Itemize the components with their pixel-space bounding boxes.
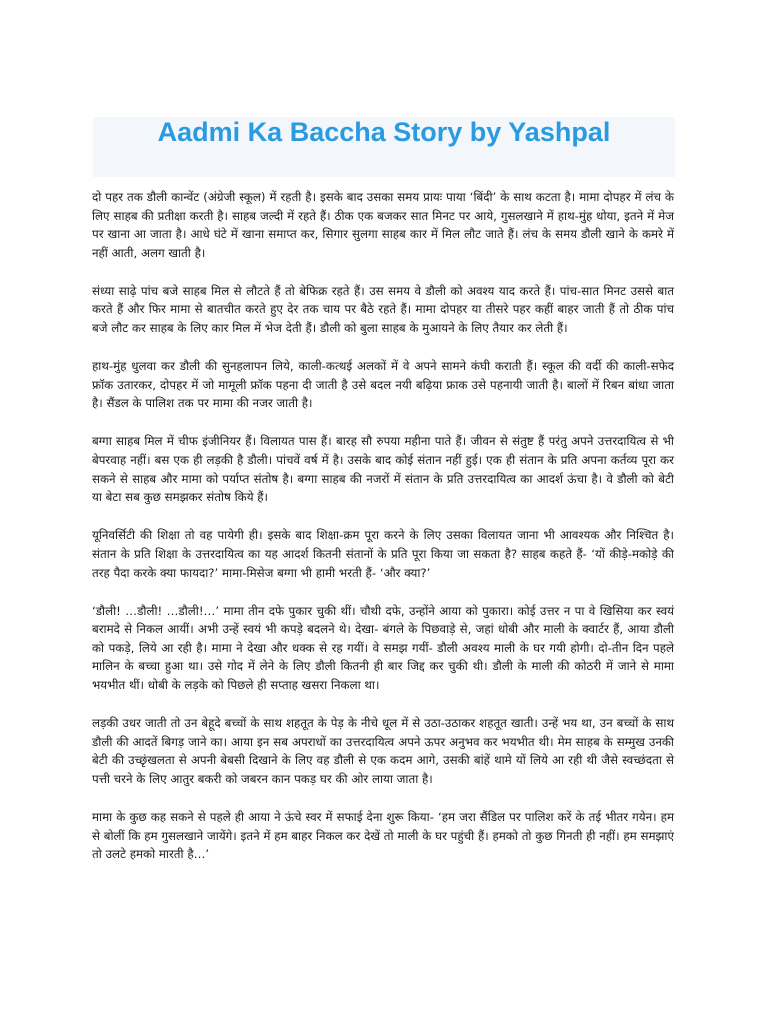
page-title: Aadmi Ka Baccha Story by Yashpal — [157, 117, 611, 147]
story-paragraph: यूनिवर्सिटी की शिक्षा तो वह पायेगी ही। इसके बाद शिक्षा-क्रम पूरा करने के लिए उसका विलायत जाना भी आवश्यक और निश्चित है। संतान के प्रति शिक्षा के उत्तरदायित्व का यह आदर्श कितनी संतानों के प्रति पूरा किया जा सकता है? साहब कहते हैं- ‘यों कीड़े-मकोड़े की तरह पैदा करके क्या फायदा?’ मामा-मिसेज बग्गा भी हामी भरती हैं- ‘और क्या?’ — [92, 528, 674, 580]
story-paragraph: ‘डौली! …डौली! …डौली!…’ मामा तीन दफे पुकार चुकी थीं। चौथी दफे, उन्होंने आया को पुकारा। कोई उत्तर न पा वे खिसिया कर स्वयं बरामदे से निकल आयीं। अभी उन्हें स्वयं भी कपड़े बदलने थे। देखा- बंगले के पिछवाड़े से, जहां धोबी और माली के क्वार्टर हैं, आया डौली को पकड़े, लिये आ रही है। मामा ने देखा और धक्क से रह गयीं। वे समझ गयीं- डौली अवश्य माली के घर गयी होगी। दो-तीन दिन पहले मालिन के बच्चा हुआ था। उसे गोद में लेने के लिए डौली कितनी ही बार जिद्द कर चुकी थी। डौली के माली की कोठरी में जाने से मामा भयभीत थीं। धोबी के लड़के को पिछले ही सप्ताह खसरा निकला था। — [92, 603, 674, 692]
story-paragraph: हाथ-मुंह धुलवा कर डौली की सुनहलापन लिये, काली-कत्थई अलकों में वे अपने सामने कंघी कराती हैं। स्कूल की वर्दी की काली-सफेद फ्रॉक उतारकर, दोपहर में जो मामूली फ्रॉक पहना दी जाती है उसे बदल नयी बढ़िया फ्राक उसे पहनायी जाती है। बालों में रिबन बांधा जाता है। सैंडल के पालिश तक पर मामा की नजर जाती है। — [92, 359, 674, 411]
story-paragraph: दो पहर तक डौली कान्वेंट (अंग्रेजी स्कूल) में रहती है। इसके बाद उसका समय प्रायः पाया ‘बिंदी’ के साथ कटता है। मामा दोपहर में लंच के लिए साहब की प्रतीक्षा करती है। साहब जल्दी में रहते हैं। ठीक एक बजकर सात मिनट पर आये, गुसलखाने में हाथ-मुंह धोया, इतने में मेज पर खाना आ जाता है। आधे घंटे में खाना समाप्त कर, सिगार सुलगा साहब कार में मिल लौट जाते हैं। लंच के समय डौली खाने के कमरे में नहीं आती, अलग खाती है। — [92, 190, 674, 260]
story-body — [92, 188, 674, 883]
story-paragraph: लड़की उधर जाती तो उन बेहूदे बच्चों के साथ शहतूत के पेड़ के नीचे धूल में से उठा-उठाकर शहतूत खाती। उन्हें भय था, उन बच्चों के साथ डौली की आदतें बिगड़ जाने का। आया इन सब अपराधों का उत्तरदायित्व अपने ऊपर अनुभव कर भयभीत थी। मेम साहब के सम्मुख उनकी बेटी की उच्छृंखलता से अपनी बेबसी दिखाने के लिए वह डौली से एक कदम आगे, उसकी बांहें थामे यों लिये आ रही थी जैसे स्वच्छंदता से पत्ती चरने के लिए आतुर बकरी को जबरन कान पकड़ घर की ओर लाया जाता है। — [92, 716, 674, 786]
story-paragraph: संध्या साढ़े पांच बजे साहब मिल से लौटते हैं तो बेफिक्र रहते हैं। उस समय वे डौली को अवश्य याद करते हैं। पांच-सात मिनट उससे बात करते हैं और फिर मामा से बातचीत करते हुए देर तक चाय पर बैठे रहते हैं। मामा दोपहर या तीसरे पहर कहीं बाहर जाती हैं तो ठीक पांच बजे लौट कर साहब के लिए कार मिल में भेज देती हैं। डौली को बुला साहब के मुआयने के लिए तैयार कर लेती हैं। — [92, 283, 674, 336]
story-paragraph: मामा के कुछ कह सकने से पहले ही आया ने ऊंचे स्वर में सफाई देना शुरू किया- ‘हम जरा सैंडिल पर पालिश करें के तई भीतर गयेन। हम से बोलीं कि हम गुसलखाने जायेंगे। इतने में हम बाहर निकल कर देखें तो माली के घर पहुंची हैं। हमको तो कुछ गिनती ही नहीं। हम समझाएं तो उलटे हमको मारती है…’ — [92, 809, 674, 862]
story-paragraph: बग्गा साहब मिल में चीफ इंजीनियर हैं। विलायत पास हैं। बारह सौ रुपया महीना पाते हैं। जीवन से संतुष्ट हैं परंतु अपने उत्तरदायित्व से भी बेपरवाह नहीं। बस एक ही लड़की है डौली। पांचवें वर्ष में है। उसके बाद कोई संतान नहीं हुई। एक ही संतान के प्रति अपना कर्तव्य पूरा कर सकने से साहब और मामा को पर्याप्त संतोष है। बग्गा साहब की नजरों में संतान के प्रति उत्तरदायित्व का आदर्श ऊंचा है। वे डौली को बेटी या बेटा सब कुछ समझकर संतोष किये हैं। — [92, 434, 674, 505]
